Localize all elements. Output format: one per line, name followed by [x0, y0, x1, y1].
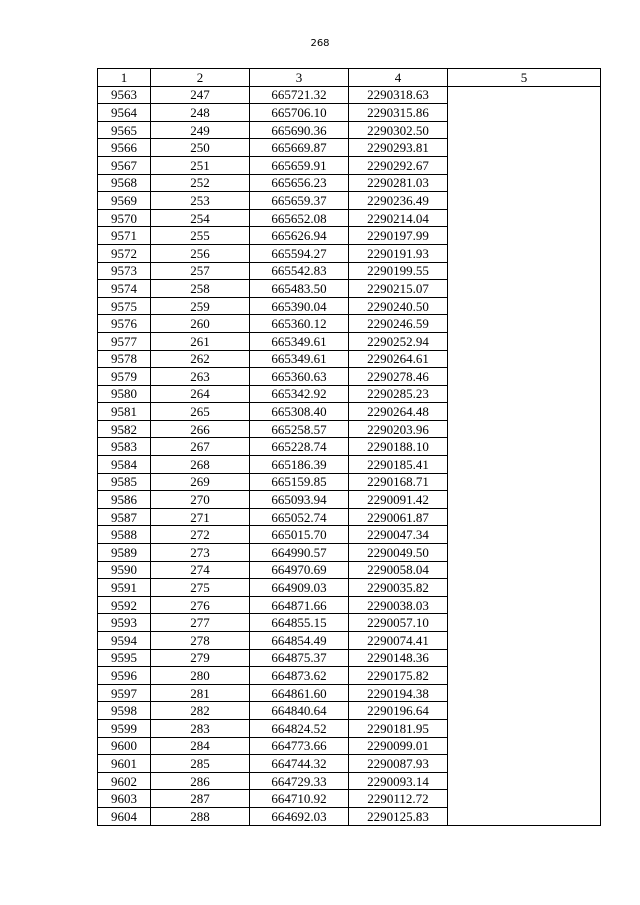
table-cell: 9578	[98, 350, 151, 368]
table-cell: 664875.37	[250, 649, 349, 667]
table-cell: 9571	[98, 227, 151, 245]
table-cell: 2290246.59	[349, 315, 448, 333]
table-cell: 9586	[98, 491, 151, 509]
table-cell: 267	[151, 438, 250, 456]
table-cell: 2290185.41	[349, 456, 448, 474]
table-cell: 2290293.81	[349, 139, 448, 157]
table-cell: 665690.36	[250, 121, 349, 139]
table-cell: 9565	[98, 121, 151, 139]
table-cell: 2290175.82	[349, 667, 448, 685]
table-cell: 9600	[98, 737, 151, 755]
table-cell: 9604	[98, 807, 151, 825]
table-body	[98, 86, 601, 825]
table-cell: 254	[151, 209, 250, 227]
table-cell: 664861.60	[250, 684, 349, 702]
table-cell: 2290315.86	[349, 104, 448, 122]
table-cell: 9584	[98, 456, 151, 474]
table-cell: 258	[151, 280, 250, 298]
table-cell: 2290199.55	[349, 262, 448, 280]
table-cell: 2290148.36	[349, 649, 448, 667]
table-cell: 2290058.04	[349, 561, 448, 579]
table-cell: 665360.63	[250, 368, 349, 386]
table-cell: 261	[151, 332, 250, 350]
table-cell: 266	[151, 420, 250, 438]
table-cell: 2290038.03	[349, 596, 448, 614]
table-cell: 9582	[98, 420, 151, 438]
table-cell: 9566	[98, 139, 151, 157]
table-cell: 2290087.93	[349, 755, 448, 773]
table-cell: 265	[151, 403, 250, 421]
table-cell: 9589	[98, 544, 151, 562]
page-number: 268	[310, 38, 330, 49]
table-cell: 248	[151, 104, 250, 122]
table-cell: 9592	[98, 596, 151, 614]
table-cell: 2290035.82	[349, 579, 448, 597]
table-cell: 9569	[98, 192, 151, 210]
table-cell: 2290197.99	[349, 227, 448, 245]
table-cell: 2290196.64	[349, 702, 448, 720]
table-cell: 276	[151, 596, 250, 614]
table-cell: 9597	[98, 684, 151, 702]
table-cell: 665258.57	[250, 420, 349, 438]
table-cell: 2290057.10	[349, 614, 448, 632]
table-cell: 253	[151, 192, 250, 210]
table-cell: 664873.62	[250, 667, 349, 685]
table-cell: 665349.61	[250, 332, 349, 350]
table-cell: 9574	[98, 280, 151, 298]
table-cell: 665659.37	[250, 192, 349, 210]
table-cell: 263	[151, 368, 250, 386]
table-cell: 2290240.50	[349, 297, 448, 315]
table-cell: 287	[151, 790, 250, 808]
table-cell: 9593	[98, 614, 151, 632]
table-cell: 264	[151, 385, 250, 403]
table-cell: 2290188.10	[349, 438, 448, 456]
table-cell: 2290112.72	[349, 790, 448, 808]
table-cell: 9576	[98, 315, 151, 333]
table-cell: 2290047.34	[349, 526, 448, 544]
table-cell: 268	[151, 456, 250, 474]
table-cell: 2290281.03	[349, 174, 448, 192]
table-cell: 283	[151, 719, 250, 737]
table-cell: 9581	[98, 403, 151, 421]
table-cell: 664854.49	[250, 632, 349, 650]
table-cell: 9567	[98, 156, 151, 174]
table-cell: 665186.39	[250, 456, 349, 474]
table-cell: 665659.91	[250, 156, 349, 174]
table-cell: 665015.70	[250, 526, 349, 544]
table-cell: 665093.94	[250, 491, 349, 509]
table-cell: 2290181.95	[349, 719, 448, 737]
table-cell: 9583	[98, 438, 151, 456]
table-cell: 2290191.93	[349, 244, 448, 262]
table-cell: 2290203.96	[349, 420, 448, 438]
table-cell: 2290091.42	[349, 491, 448, 509]
table-cell: 665052.74	[250, 508, 349, 526]
table-cell: 9568	[98, 174, 151, 192]
table-cell: 278	[151, 632, 250, 650]
table-cell: 256	[151, 244, 250, 262]
table-cell: 288	[151, 807, 250, 825]
table-cell: 665542.83	[250, 262, 349, 280]
table-cell: 2290049.50	[349, 544, 448, 562]
table-cell: 2290236.49	[349, 192, 448, 210]
table-cell: 9601	[98, 755, 151, 773]
table-cell: 2290285.23	[349, 385, 448, 403]
table-cell: 2290318.63	[349, 86, 448, 104]
table-cell: 664692.03	[250, 807, 349, 825]
table-cell: 665342.92	[250, 385, 349, 403]
table-cell: 281	[151, 684, 250, 702]
table-cell: 279	[151, 649, 250, 667]
table-cell: 9590	[98, 561, 151, 579]
table-header-row	[98, 69, 601, 87]
table-cell: 665721.32	[250, 86, 349, 104]
table-cell: 275	[151, 579, 250, 597]
table-cell: 9599	[98, 719, 151, 737]
table-cell: 665228.74	[250, 438, 349, 456]
table-cell: 2290264.61	[349, 350, 448, 368]
table-cell: 9577	[98, 332, 151, 350]
table-cell: 9598	[98, 702, 151, 720]
table-cell: 9603	[98, 790, 151, 808]
table-cell: 273	[151, 544, 250, 562]
table-cell: 665159.85	[250, 473, 349, 491]
table-cell: 286	[151, 772, 250, 790]
table-cell: 9596	[98, 667, 151, 685]
table-cell: 259	[151, 297, 250, 315]
column-header-4: 4	[349, 69, 448, 87]
column-header-1: 1	[98, 69, 151, 87]
coordinates-table	[97, 68, 601, 826]
table-cell: 252	[151, 174, 250, 192]
table-cell: 9602	[98, 772, 151, 790]
table-cell: 2290302.50	[349, 121, 448, 139]
table-cell: 284	[151, 737, 250, 755]
table-cell: 2290168.71	[349, 473, 448, 491]
table-cell: 665483.50	[250, 280, 349, 298]
table-cell: 2290125.83	[349, 807, 448, 825]
table-cell: 664970.69	[250, 561, 349, 579]
table-cell: 2290264.48	[349, 403, 448, 421]
table-row	[98, 86, 601, 104]
table-cell: 665360.12	[250, 315, 349, 333]
table-cell: 9595	[98, 649, 151, 667]
table-cell: 9588	[98, 526, 151, 544]
table-cell: 664855.15	[250, 614, 349, 632]
table-cell: 665308.40	[250, 403, 349, 421]
table-cell: 665669.87	[250, 139, 349, 157]
table-cell: 665390.04	[250, 297, 349, 315]
table-cell: 2290093.14	[349, 772, 448, 790]
table-cell: 2290215.07	[349, 280, 448, 298]
table-cell: 285	[151, 755, 250, 773]
table-cell: 262	[151, 350, 250, 368]
table-cell: 249	[151, 121, 250, 139]
table-cell: 9580	[98, 385, 151, 403]
table-cell: 2290278.46	[349, 368, 448, 386]
table-cell: 274	[151, 561, 250, 579]
table-cell: 9575	[98, 297, 151, 315]
table-cell: 664729.33	[250, 772, 349, 790]
table-cell: 2290099.01	[349, 737, 448, 755]
table-cell: 9564	[98, 104, 151, 122]
table-cell: 2290194.38	[349, 684, 448, 702]
table-cell: 270	[151, 491, 250, 509]
table-cell: 664990.57	[250, 544, 349, 562]
table-cell: 9573	[98, 262, 151, 280]
table-cell: 277	[151, 614, 250, 632]
table-cell: 665349.61	[250, 350, 349, 368]
table-cell: 2290074.41	[349, 632, 448, 650]
table-cell: 664840.64	[250, 702, 349, 720]
table-cell: 2290061.87	[349, 508, 448, 526]
table-cell: 665626.94	[250, 227, 349, 245]
table-cell: 282	[151, 702, 250, 720]
table-cell: 9563	[98, 86, 151, 104]
table-cell: 272	[151, 526, 250, 544]
table-cell: 9572	[98, 244, 151, 262]
table-cell-column-5	[448, 86, 601, 825]
table-cell: 257	[151, 262, 250, 280]
table-cell: 665594.27	[250, 244, 349, 262]
table-cell: 665652.08	[250, 209, 349, 227]
table-cell: 9594	[98, 632, 151, 650]
table-cell: 271	[151, 508, 250, 526]
table-cell: 2290292.67	[349, 156, 448, 174]
table-cell: 664744.32	[250, 755, 349, 773]
table-cell: 251	[151, 156, 250, 174]
table-cell: 260	[151, 315, 250, 333]
table-cell: 247	[151, 86, 250, 104]
table-cell: 280	[151, 667, 250, 685]
column-header-2: 2	[151, 69, 250, 87]
table-cell: 2290252.94	[349, 332, 448, 350]
column-header-5: 5	[448, 69, 601, 87]
table-cell: 664909.03	[250, 579, 349, 597]
table-cell: 665706.10	[250, 104, 349, 122]
table-cell: 255	[151, 227, 250, 245]
table-cell: 9587	[98, 508, 151, 526]
column-header-3: 3	[250, 69, 349, 87]
table-cell: 665656.23	[250, 174, 349, 192]
table-cell: 9579	[98, 368, 151, 386]
table-cell: 664773.66	[250, 737, 349, 755]
table-cell: 9585	[98, 473, 151, 491]
table-cell: 9570	[98, 209, 151, 227]
table-cell: 2290214.04	[349, 209, 448, 227]
table-cell: 664824.52	[250, 719, 349, 737]
table-cell: 250	[151, 139, 250, 157]
table-cell: 664871.66	[250, 596, 349, 614]
table-cell: 269	[151, 473, 250, 491]
table-cell: 664710.92	[250, 790, 349, 808]
table-cell: 9591	[98, 579, 151, 597]
